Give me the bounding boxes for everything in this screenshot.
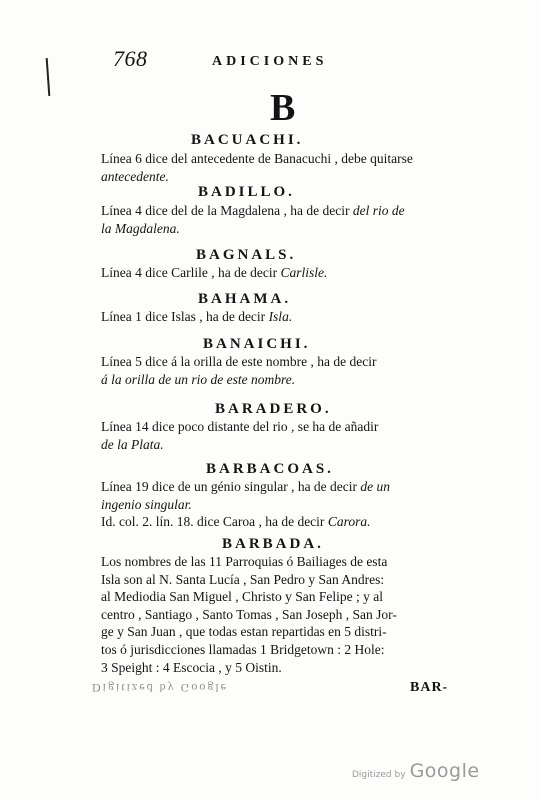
entry-heading: BACUACHI. bbox=[191, 132, 304, 148]
text-line: centro , Santiago , Santo Tomas , San Joseph , San Jor- bbox=[101, 606, 397, 622]
text-span: Línea 4 dice Carlile , ha de decir bbox=[101, 265, 281, 280]
text-line: antecedente. bbox=[101, 168, 169, 184]
entry-heading: BARBACOAS. bbox=[206, 461, 334, 477]
italic-span: Isla. bbox=[268, 309, 293, 324]
text-line: 3 Speight : 4 Escocia , y 5 Oistin. bbox=[101, 659, 282, 675]
text-line: tos ó jurisdicciones llamadas 1 Bridgetown : 2 Hole: bbox=[101, 641, 385, 657]
text-line: Línea 5 dice á la orilla de este nombre , ha de decir bbox=[101, 354, 377, 369]
running-head: ADICIONES bbox=[212, 54, 328, 69]
text-line bbox=[101, 202, 456, 220]
italic-span: Carora. bbox=[327, 514, 371, 530]
italic-span: de un bbox=[360, 479, 391, 494]
text-line: Línea 14 dice poco distante del rio , se ha de añadir bbox=[101, 419, 379, 434]
entry-heading: BAHAMA. bbox=[198, 291, 292, 307]
bleed-through-text: Digitized by Google bbox=[92, 681, 228, 695]
margin-ink-mark bbox=[46, 58, 51, 96]
entry-text bbox=[101, 150, 456, 185]
entry-heading: BAGNALS. bbox=[196, 247, 297, 263]
text-line bbox=[101, 264, 456, 282]
italic-span: Carlisle. bbox=[280, 265, 328, 280]
section-letter: B bbox=[270, 87, 296, 129]
text-span: Línea 19 dice de un génio singular , ha de decir bbox=[101, 479, 361, 494]
text-line bbox=[101, 478, 456, 496]
entry-heading: BADILLO. bbox=[198, 184, 295, 200]
google-logo: Google bbox=[409, 760, 480, 782]
entry-text bbox=[101, 308, 456, 326]
italic-span: del rio de bbox=[352, 203, 405, 218]
text-line: Línea 6 dice del antecedente de Banacuchi , debe quitarse bbox=[101, 151, 413, 166]
entry-text bbox=[101, 553, 456, 676]
text-line: Isla son al N. Santa Lucía , San Pedro y San Andres: bbox=[101, 571, 385, 587]
text-line: la Magdalena. bbox=[101, 220, 180, 236]
text-line: de la Plata. bbox=[101, 436, 164, 452]
entry-heading: BARADERO. bbox=[215, 401, 332, 417]
text-line: al Mediodia San Miguel , Christo y San Felipe ; y al bbox=[101, 589, 383, 605]
entry-text bbox=[101, 202, 456, 237]
text-line bbox=[101, 513, 456, 531]
text-line: ge y San Juan , que todas estan repartidas en 5 distri- bbox=[101, 624, 387, 640]
entry-heading: BARBADA. bbox=[222, 536, 324, 552]
text-line: á la orilla de un rio de este nombre. bbox=[101, 371, 296, 387]
entry-heading: BANAICHI. bbox=[203, 336, 311, 352]
entry-text bbox=[101, 353, 456, 388]
digitizer-watermark bbox=[352, 760, 480, 782]
digitized-label: Digitized by bbox=[352, 770, 406, 780]
entry-text bbox=[101, 264, 456, 282]
text-line: ingenio singular. bbox=[101, 496, 192, 512]
text-span: Id. col. 2. lín. 18. dice Caroa , ha de decir bbox=[101, 514, 328, 530]
text-span: Línea 4 dice del de la Magdalena , ha de decir bbox=[101, 203, 353, 218]
text-span: Línea 1 dice Islas , ha de decir bbox=[101, 309, 269, 324]
text-line: Los nombres de las 11 Parroquias ó Bailiages de esta bbox=[101, 554, 388, 569]
page-number: 768 bbox=[113, 46, 148, 71]
text-line bbox=[101, 308, 456, 326]
entry-text bbox=[101, 478, 456, 531]
entry-text bbox=[101, 418, 456, 453]
catchword: BAR- bbox=[410, 680, 449, 695]
